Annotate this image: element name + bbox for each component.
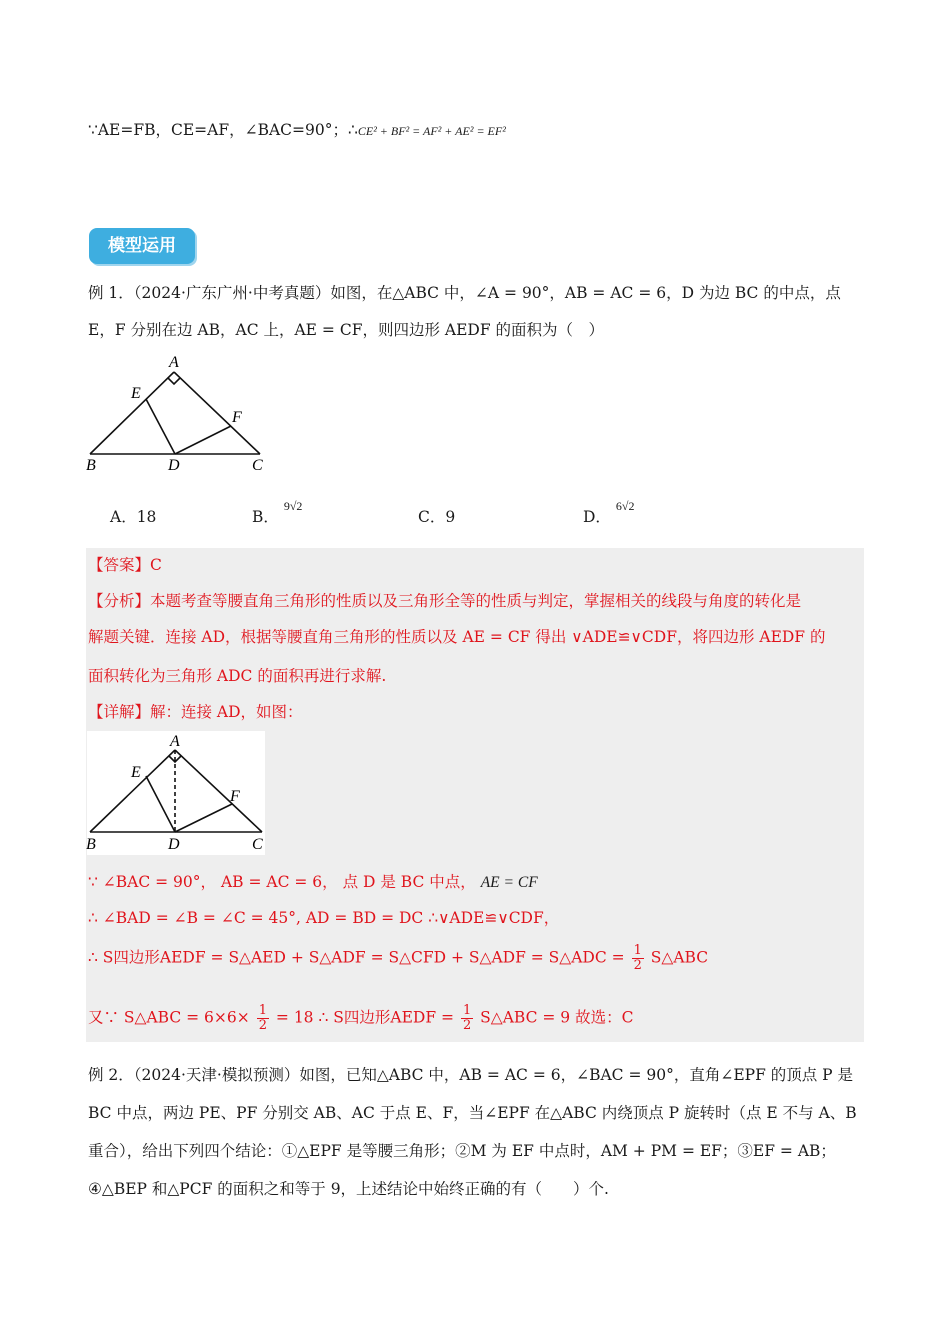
step1-part-a: ∵ ∠BAC = 90°， AB = AC = 6， — [88, 873, 338, 891]
segment-df — [175, 426, 231, 454]
label-b: B — [86, 457, 96, 474]
sol-segment-df — [175, 804, 232, 832]
ex2-line3: 重合），给出下列四个结论：①△EPF 是等腰三角形；②M 为 EF 中点时，AM + PM = EF；③EF = AB； — [88, 1142, 836, 1160]
step3-text: ∴ S四边形AEDF = S△AED + S△ADF = S△CFD + S△ADF = S△ADC = — [88, 948, 625, 967]
ex2-line2: BC 中点，两边 PE、PF 分别交 AB、AC 于点 E、F，当∠EPF 在△ABC 内绕顶点 P 旋转时（点 E 不与 A、B — [88, 1104, 857, 1122]
sol-label-c: C — [252, 836, 263, 853]
sol-label-a: A — [170, 733, 180, 750]
sol-segment-ed — [146, 776, 175, 832]
sol-segment-ac — [175, 750, 262, 832]
segment-ac — [174, 372, 260, 454]
detail-text: 【详解】解：连接 AD，如图： — [88, 703, 303, 721]
sol-label-b: B — [86, 836, 96, 853]
sol-label-e: E — [131, 764, 141, 781]
step4-part-b: = 18 — [275, 1008, 314, 1027]
step4 — [88, 1004, 633, 1033]
fraction-half-3: $\frac{1}{2}$ — [462, 1003, 472, 1033]
fraction-half-2: $\frac{1}{2}$ — [258, 1003, 267, 1033]
analysis-line1: 【分析】本题考查等腰直角三角形的性质以及三角形全等的性质与判定，掌握相关的线段与角度的转化是 — [88, 592, 802, 610]
choice-b-label: B． — [252, 508, 279, 526]
premise-text: ∵AE=FB，CE=AF，∠BAC=90°；∴ — [88, 121, 358, 139]
section-badge: 模型运用 — [89, 228, 195, 264]
step4-part-a: 又∵ S△ABC = 6×6× — [88, 1008, 250, 1027]
choice-b-value: 9√2 — [283, 499, 303, 513]
choice-c: C．9 — [418, 508, 456, 526]
analysis-line3: 面积转化为三角形 ADC 的面积再进行求解. — [88, 667, 387, 685]
label-a: A — [169, 354, 179, 371]
label-f: F — [232, 409, 242, 426]
sol-label-f: F — [230, 788, 240, 805]
sol-segment-ab — [90, 750, 175, 832]
step1-part-c: AE = CF — [480, 874, 538, 891]
premise-line — [88, 118, 506, 140]
step2 — [88, 906, 559, 928]
label-c: C — [252, 457, 263, 474]
choice-d-value: 6√2 — [615, 499, 635, 513]
choice-a: A．18 — [110, 508, 157, 526]
ex1-figure — [84, 350, 274, 476]
ex2-line1: 例 2．（2024·天津·模拟预测）如图，已知△ABC 中，AB = AC = 6，∠BAC = 90°，直角∠EPF 的顶点 P 是 — [88, 1066, 854, 1084]
step1 — [88, 870, 538, 892]
step4-part-d: S△ABC = 9 — [480, 1008, 571, 1027]
right-angle-mark — [168, 378, 180, 384]
answer-line: 【答案】C — [88, 556, 162, 574]
formula-text: CE² + BF² = AF² + AE² = EF² — [357, 124, 506, 138]
analysis-line2: 解题关键．连接 AD，根据等腰直角三角形的性质以及 AE = CF 得出 ∨ADE≌∨CDF，将四边形 AEDF 的 — [88, 628, 826, 646]
step2-part-a: ∴ ∠BAD = ∠B = ∠C = 45°, AD = BD = DC — [88, 909, 424, 927]
label-d: D — [168, 457, 180, 474]
step3 — [88, 944, 708, 973]
solution-figure — [84, 730, 274, 856]
step4-part-e: 故选：C — [575, 1008, 634, 1027]
segment-ed — [146, 399, 175, 454]
ex1-line1: 例 1．（2024·广东广州·中考真题）如图，在△ABC 中，∠A = 90°，AB = AC = 6，D 为边 BC 的中点，点 — [88, 284, 841, 302]
choice-d-label: D． — [583, 508, 611, 526]
step2-part-b: ∴∨ADE≌∨CDF， — [428, 909, 560, 927]
choice-b — [252, 499, 303, 527]
sol-label-d: D — [168, 836, 180, 853]
label-e: E — [131, 385, 141, 402]
step3-tail: S△ABC — [650, 948, 709, 967]
step4-part-c: ∴ S四边形AEDF = — [318, 1008, 454, 1027]
ex2-line4: ④△BEP 和△PCF 的面积之和等于 9，上述结论中始终正确的有（ ）个. — [88, 1180, 609, 1198]
detail-line — [88, 700, 303, 722]
step1-part-b: 点 D 是 BC 中点， — [342, 873, 476, 891]
choice-d — [583, 499, 635, 527]
fraction-half: $\frac{1}{2}$ — [633, 943, 642, 973]
ex1-line2: E，F 分别在边 AB，AC 上，AE = CF，则四边形 AEDF 的面积为（ ） — [88, 321, 604, 339]
